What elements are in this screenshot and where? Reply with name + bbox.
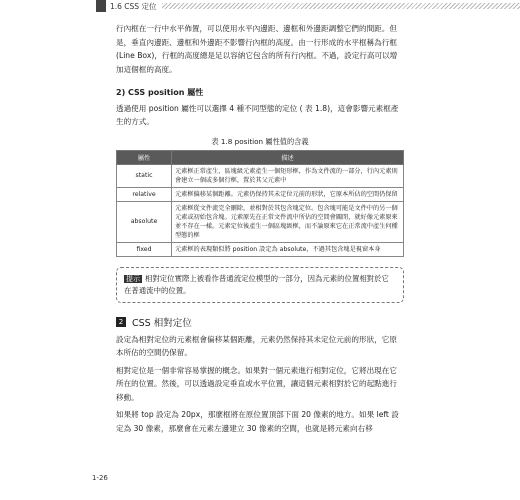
header-hatch-rule: [162, 3, 520, 9]
table-cell-attr: static: [117, 164, 172, 187]
table-row: [117, 187, 404, 201]
section-number-badge: 2: [116, 317, 126, 327]
section-paragraph-3: 如果將 top 設定為 20px，那麼框將在原位置頂部下面 20 像素的地方。如果 left 設定為 30 像素，那麼會在元素左邊建立 30 像素的空間，也就是將元素向右移: [116, 410, 399, 433]
header-title: 1.6 CSS 定位: [110, 1, 157, 11]
page-content: [116, 22, 404, 439]
header-tab-marker: [96, 0, 106, 12]
tip-label: 提示: [126, 274, 140, 283]
running-header: [96, 0, 520, 12]
table-cell-desc: 元素框偏移某個距離。元素仍保持其未定位元前的形狀，它原本所佔的空間仍保留: [172, 187, 404, 201]
table-cell-desc: 元素框的表現類似將 position 設定為 absolute，不過其包含塊是視窗本身: [172, 242, 404, 256]
table-row: [117, 164, 404, 187]
intro-paragraph: 行內框在一行中水平佈置，可以使用水平內邊距、邊框和外邊距調整它們的間距。但是，垂直內邊距、邊框和外邊距不影響行內框的高度。由一行形成的水平框稱為行框 (Line Box)，行框的高度總是足以容納它包含的所有行內框。不過，設定行高可以增加這個框的高度。: [116, 24, 398, 74]
section-heading: [116, 315, 404, 329]
page-number: 1-26: [92, 474, 108, 482]
table-header-attr: 屬性: [117, 150, 172, 164]
section-paragraph-1: 設定為相對定位的元素框會偏移某個距離，元素仍然保持其未定位元前的形狀，它原本所佔的空間仍保留。: [116, 334, 397, 357]
table-row: [117, 201, 404, 242]
section-title: CSS 相對定位: [132, 317, 192, 329]
table-header-desc: 描述: [172, 150, 404, 164]
table-cell-attr: relative: [117, 187, 172, 201]
table-cell-desc: 元素框正常產生，區塊級元素產生一個矩形框，作為文件流的一部分，行內元素則會建立一個或多個行框，置於其父元素中: [172, 164, 404, 187]
table-row: [117, 242, 404, 256]
section-paragraph-2: 相對定位是一個非常容易掌握的概念。如果對一個元素進行相對定位，它將出現在它所在的位置。然後，可以透過設定垂直或水平位置，讓這個元素相對於它的起點進行移動。: [116, 365, 397, 402]
subheading: 2) CSS position 屬性: [116, 88, 204, 97]
table-caption: 表 1.8 position 屬性值的含義: [211, 136, 309, 146]
table-cell-desc: 元素框從文件流完全刪除，並相對於其包含塊定位。包含塊可能是文件中的另一個元素或初始包含塊。元素原先在正常文件流中所佔的空間會關閉，就好像元素原來並不存在一樣。元素定位後產生一個區塊級框，而不論原來它在正常流中產生何種型態的框: [172, 201, 404, 242]
position-table: [116, 150, 404, 257]
table-cell-attr: absolute: [117, 201, 172, 242]
table-header-row: [117, 150, 404, 164]
table-cell-attr: fixed: [117, 242, 172, 256]
position-paragraph: 透過使用 position 屬性可以選擇 4 種不同型態的定位 ( 表 1.8)，這會影響元素框產生的方式。: [116, 103, 399, 126]
tip-text: 相對定位實際上被看作普通流定位模型的一部分，因為元素的位置相對於它在普通流中的位置。: [124, 273, 389, 295]
tip-box: [116, 267, 404, 303]
